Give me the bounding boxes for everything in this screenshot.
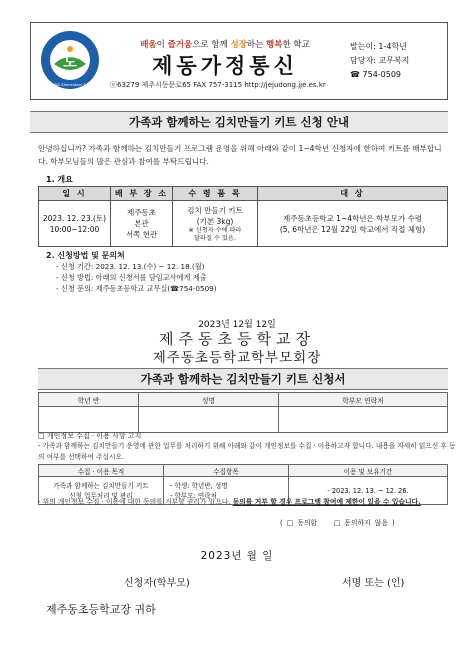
cell-target: 제주동초등학교 1~4학년은 학부모가 수령 (5, 6학년은 12월 22일 학교에서 직접 체험) (258, 201, 448, 247)
consent-text: - 가족과 함께하는 김치만들기 운영에 관한 업무를 처리하기 위해 아래와 같이 개인정보를 수집 · 이용하고자 합니다. 내용을 자세히 읽으신 후 동의 여부를 선택하여 주십시오. (38, 442, 456, 461)
form-class-field[interactable] (39, 407, 139, 433)
form-contact-field[interactable] (279, 407, 448, 433)
school-address: ⓔ63279 제주시동문로65 FAX 757-3115 http://jejudong.jje.es.kr (110, 81, 326, 89)
form-header-class: 학년 반 (39, 393, 139, 407)
consent-header-period: 이용 및 보유기간 (289, 465, 448, 477)
signature-date: 2023년 월 일 (200, 550, 274, 562)
application-heading: 2. 신청방법 및 문의처 (46, 251, 125, 260)
slogan-part: 하는 (246, 40, 267, 50)
cell-datetime: 2023. 12. 23.(토) 10:00~12:00 (39, 201, 111, 247)
form-header-name: 성명 (139, 393, 279, 407)
addressee: 제주동초등학교장 귀하 (46, 603, 156, 616)
application-method: - 신청 방법: 아래의 신청서를 담임교사에게 제출 (56, 273, 207, 282)
notice-banner-title: 가족과 함께하는 김치만들기 키트 신청 안내 (30, 111, 448, 133)
consent-header-row (39, 465, 448, 477)
header-item: 수 령 품 목 (173, 187, 258, 201)
consent-title: □ 개인정보 수집 · 이용 사항 고지 (38, 432, 142, 440)
overview-row (39, 201, 448, 247)
consent-period: - 2023. 12. 13. ~ 12. 26. (289, 477, 448, 505)
disagree-checkbox[interactable]: □ 동의하지 않음 ) (333, 519, 395, 527)
form-header-row (39, 393, 448, 407)
applicant-label: 신청자(학부모) (124, 578, 190, 589)
issue-date: 2023년 12월 12일 (198, 320, 276, 330)
form-input-row (39, 407, 448, 433)
slogan-part: 배움 (140, 40, 157, 50)
application-period: - 신청 기간: 2023. 12. 13.(수) ~ 12. 18.(월) (56, 262, 205, 271)
agree-checkbox[interactable]: ( □ 동의함 (280, 519, 318, 527)
overview-table (38, 186, 448, 247)
cell-place: 제주동초 본관 서쪽 현관 (111, 201, 173, 247)
notice-info (350, 40, 445, 82)
slogan-part: 즐거움 (167, 40, 193, 50)
form-name-field[interactable] (139, 407, 279, 433)
header-place: 배 부 장 소 (111, 187, 173, 201)
consent-choices (280, 517, 450, 527)
issuer-parents-association: 제주동초등학교학부모회장 (152, 350, 322, 366)
form-title: 가족과 함께하는 김치만들기 키트 신청서 (38, 368, 448, 390)
consent-purpose: 가족과 함께하는 김치만들기 키트 신청 업무처리 및 관리 (39, 477, 164, 505)
school-logo (40, 30, 100, 90)
consent-items: - 학생: 학년반, 성명 - 학부모: 연락처 (164, 477, 289, 505)
header-datetime: 일 시 (39, 187, 111, 201)
overview-header-row (39, 187, 448, 201)
slogan-part: 행복 (266, 40, 283, 50)
refusal-warning: 동의를 거부 할 경우 프로그램 참여에 제한이 있을 수 있습니다. (232, 498, 421, 506)
newsletter-title: 제동가정통신 (152, 53, 298, 78)
form-header-contact: 학부모 연락처 (279, 393, 448, 407)
school-slogan (110, 38, 340, 50)
info-manager: 담당자: 교무복지 (350, 56, 410, 65)
header-target: 대 상 (258, 187, 448, 201)
application-form-table (38, 392, 448, 433)
overview-heading: 1. 개요 (46, 175, 73, 184)
consent-header-items: 수집항목 (164, 465, 289, 477)
cell-item: 김치 만들기 키트 (기본 3kg) ※ 신청자 수에 따라 달라질 수 있음. (173, 201, 258, 247)
info-phone: ☎ 754-0509 (350, 70, 402, 79)
application-contact: - 신청 문의: 제주동초등학교 교무실(☎754-0509) (56, 284, 217, 293)
logo-mark: 도 (63, 55, 77, 71)
slogan-part: 한 학교 (282, 40, 310, 50)
slogan-part: 이 (156, 40, 168, 50)
info-target: 발는이: 1-4학년 (350, 42, 407, 51)
slogan-part: 으로 함께 (192, 40, 231, 50)
logo-arc-text: JE-DONG Elementary School (44, 83, 96, 87)
consent-header-purpose: 수집 · 이용 목적 (39, 465, 164, 477)
intro-paragraph: 안녕하십니까? 가족과 함께하는 김치만들기 프로그램 운영을 위해 아래와 같이 1~4학년 신청자에 한하여 키트를 배부합니다. 학부모님들의 많은 관심과 참여를 부탁드립니다. (38, 144, 442, 166)
signature-label: 서명 또는 (인) (342, 578, 405, 589)
slogan-part: 성장 (230, 40, 247, 50)
consent-refusal-notice: - 위의 개인정보 수집 · 이용에 대한 동의를 거부할 권리가 있으나, 동의를 거부 할 경우 프로그램 참여에 제한이 있을 수 있습니다. (38, 498, 421, 506)
issuer-principal: 제주동초등학교장 (159, 330, 315, 348)
application-info (38, 250, 448, 294)
